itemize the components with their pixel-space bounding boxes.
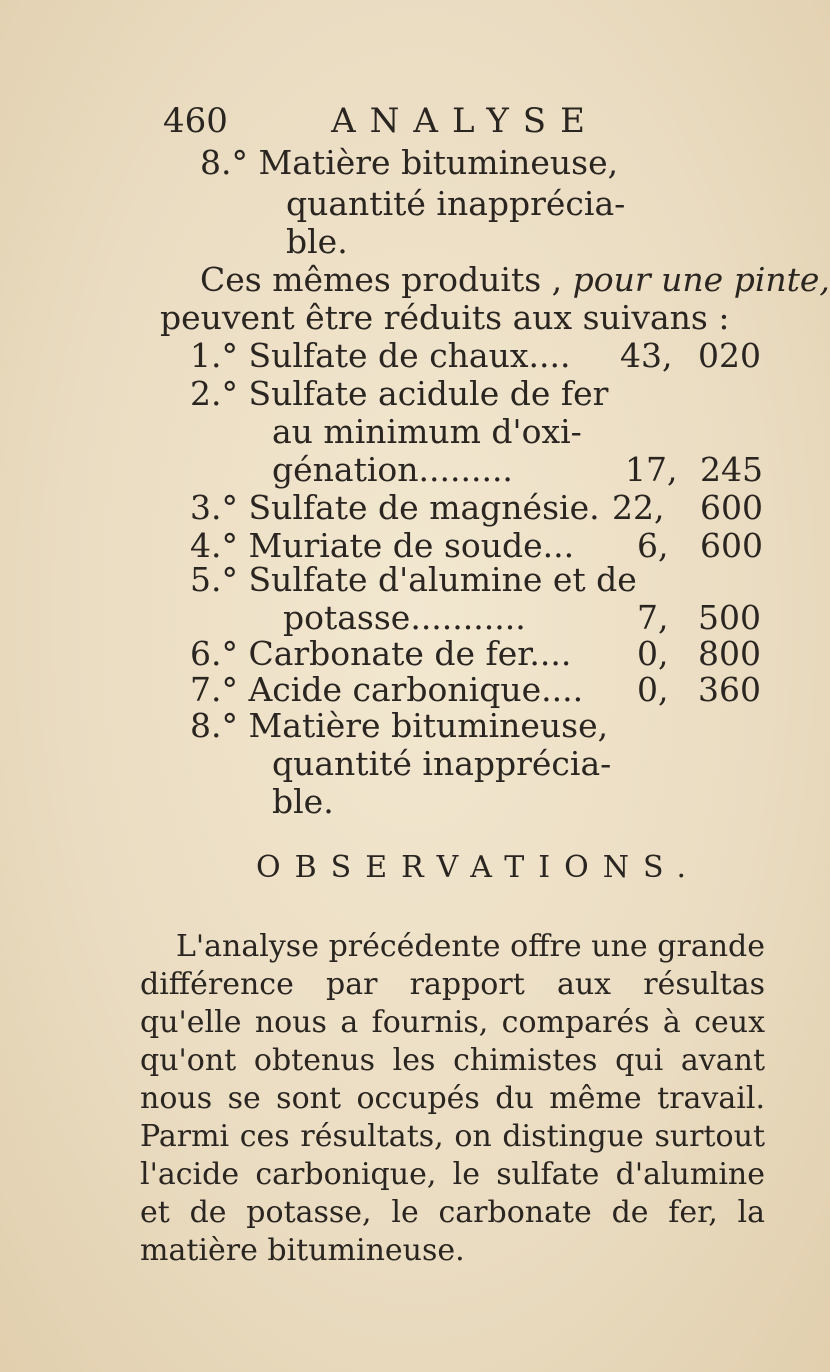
observations-heading: OBSERVATIONS.: [256, 850, 700, 885]
item-label: quantité inappréciа-: [272, 744, 612, 783]
item-dec: 245: [700, 450, 763, 489]
item-label: 7.° Acide carbonique....: [190, 670, 584, 709]
item-int: 0,: [637, 670, 669, 709]
item-label: 3.° Sulfate de magnésie.: [190, 488, 600, 527]
intro-line2: peuvent être réduits aux suivans :: [160, 298, 730, 337]
item-dec: 600: [700, 488, 763, 527]
intro-italic: pour une pinte,: [572, 260, 830, 299]
item-int: 7,: [637, 598, 669, 637]
item-dec: 500: [698, 598, 761, 637]
item-label: ble.: [272, 782, 334, 821]
item-dec: 020: [698, 336, 761, 375]
item-dec: 360: [698, 670, 761, 709]
item-int: 43,: [620, 336, 673, 375]
observations-paragraph: [140, 928, 765, 1270]
item-int: 22,: [612, 488, 665, 527]
item-label: au minimum d'oxi-: [272, 412, 582, 451]
paragraph-text: L'analyse précédente offre une grande différence par rapport aux résultas qu'elle nous a fournis, comparés à ceux qu'ont obtenus les chimistes qui avant nous se sont occupés du même travail. Parmi ces résultats, on distingue surtout l'acide carbonique, le sulfate d'alumine et de potasse, le carbonate de fer, la matière bitumineuse.: [140, 929, 765, 1268]
item-int: 6,: [637, 526, 669, 565]
item-label: 8.° Matière bitumineuse,: [190, 706, 609, 745]
item-dec: 600: [700, 526, 763, 565]
intro-line1: [200, 260, 830, 300]
item-label: 1.° Sulfate de chaux....: [190, 336, 571, 375]
item-dec: 800: [698, 634, 761, 673]
intro-text: Ces mêmes produits ,: [200, 260, 563, 299]
item-int: 17,: [625, 450, 678, 489]
item8-line3: ble.: [286, 222, 348, 261]
item-label: 2.° Sulfate acidule de fer: [190, 374, 609, 413]
item-label: génation.........: [272, 450, 513, 489]
page-number: 460: [163, 101, 228, 141]
item-label: potasse...........: [283, 598, 526, 637]
running-title: ANALYSE: [331, 101, 599, 141]
item-label: 6.° Carbonate de fer....: [190, 634, 572, 673]
item-label: 4.° Muriate de soude...: [190, 526, 575, 565]
item-label: 5.° Sulfate d'alumine et de: [190, 560, 637, 599]
item-int: 0,: [637, 634, 669, 673]
item8-line2: quantité inappréciа-: [286, 184, 626, 223]
item8-line1: 8.° Matière bitumineuse,: [200, 143, 619, 182]
